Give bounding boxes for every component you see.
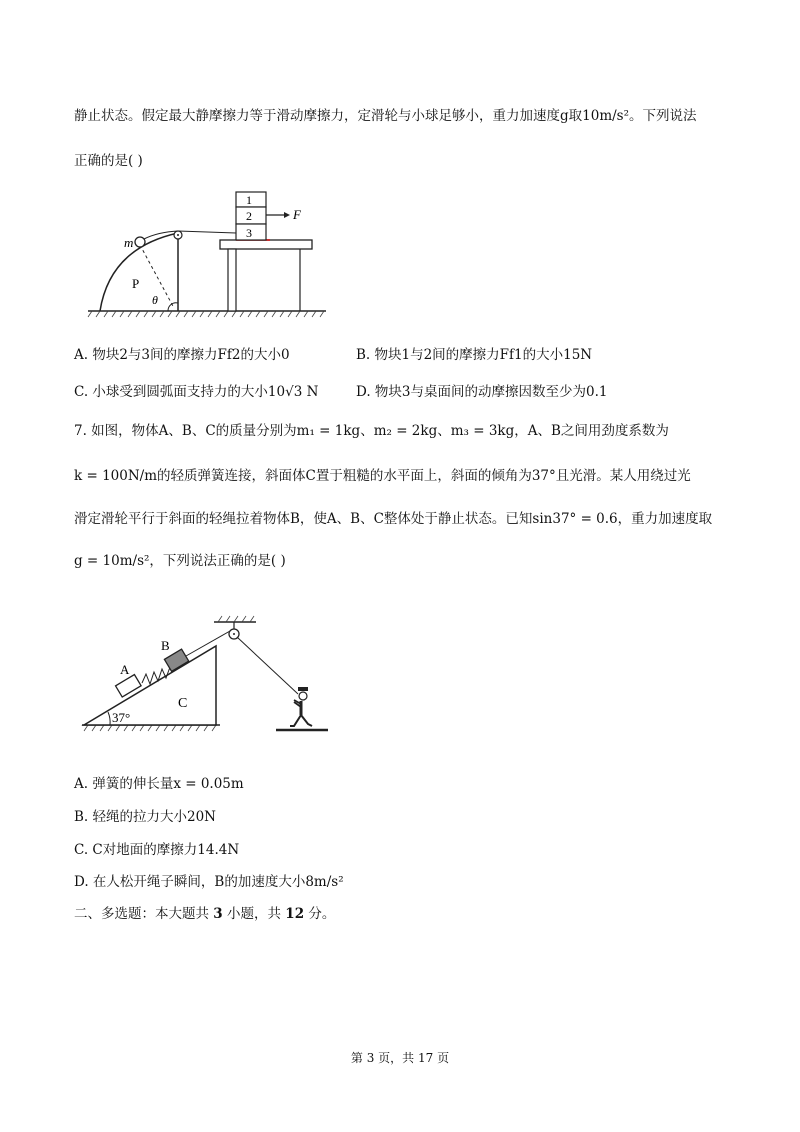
q6-option-c: C. 小球受到圆弧面支持力的大小10√3 N <box>74 384 319 400</box>
ball <box>135 237 145 247</box>
q6-option-b: B. 物块1与2间的摩擦力Ff1的大小15N <box>356 347 593 363</box>
page-footer: 第 3 页，共 17 页 <box>350 1051 450 1065</box>
q7-option-a: A. 弹簧的伸长量x = 0.05m <box>74 776 244 792</box>
label-angle: 37° <box>112 710 131 725</box>
label-a: A <box>120 662 130 677</box>
label-p: P <box>132 276 140 291</box>
label-f: F <box>293 207 301 222</box>
q7-text-line-1: 7. 如图，物体A、B、C的质量分别为m₁ = 1kg、m₂ = 2kg、m₃ = 3kg，A、B之间用劲度系数为 <box>74 423 669 439</box>
force-arrow <box>284 212 290 218</box>
q7-option-b: B. 轻绳的拉力大小20N <box>74 809 216 825</box>
q6-text-line-2: 正确的是( ) <box>74 153 143 169</box>
label-block-1: 1 <box>246 193 252 207</box>
q7-option-c: C. C对地面的摩擦力14.4N <box>74 842 240 858</box>
label-c: C <box>178 696 188 711</box>
q6-option-a: A. 物块2与3间的摩擦力Ff2的大小0 <box>74 347 290 363</box>
wedge-c <box>84 646 216 725</box>
q7-text-line-4: g = 10m/s²，下列说法正确的是( ) <box>74 553 286 569</box>
label-b: B <box>161 638 170 653</box>
q6-option-d: D. 物块3与桌面间的动摩擦因数至少为0.1 <box>356 384 608 400</box>
q7-figure <box>80 612 340 742</box>
section-2-count: 3 <box>213 906 223 922</box>
label-m: m <box>124 235 134 250</box>
label-block-3: 3 <box>246 226 252 240</box>
q7-option-d: D. 在人松开绳子瞬间，B的加速度大小8m/s² <box>74 874 344 890</box>
q6-text-line-1: 静止状态。假定最大静摩擦力等于滑动摩擦力，定滑轮与小球足够小，重力加速度g取10m/s²。下列说法 <box>74 108 697 124</box>
section-2-middle: 小题，共 <box>222 906 286 922</box>
section-2-heading <box>74 904 335 924</box>
section-2-prefix: 二、多选题：本大题共 <box>74 906 214 922</box>
section-2-suffix: 分。 <box>304 906 336 922</box>
q6-figure <box>88 188 328 323</box>
label-block-2: 2 <box>246 209 252 223</box>
q7-text-line-2: k = 100N/m的轻质弹簧连接，斜面体C置于粗糙的水平面上，斜面的倾角为37°且光滑。某人用绕过光 <box>74 468 691 484</box>
table-top <box>220 240 312 249</box>
person <box>290 687 312 726</box>
label-theta: θ <box>152 293 158 307</box>
q7-text-line-3: 滑定滑轮平行于斜面的轻绳拉着物体B，使A、B、C整体处于静止状态。已知sin37° = 0.6，重力加速度取 <box>74 511 713 527</box>
section-2-score: 12 <box>285 906 305 922</box>
